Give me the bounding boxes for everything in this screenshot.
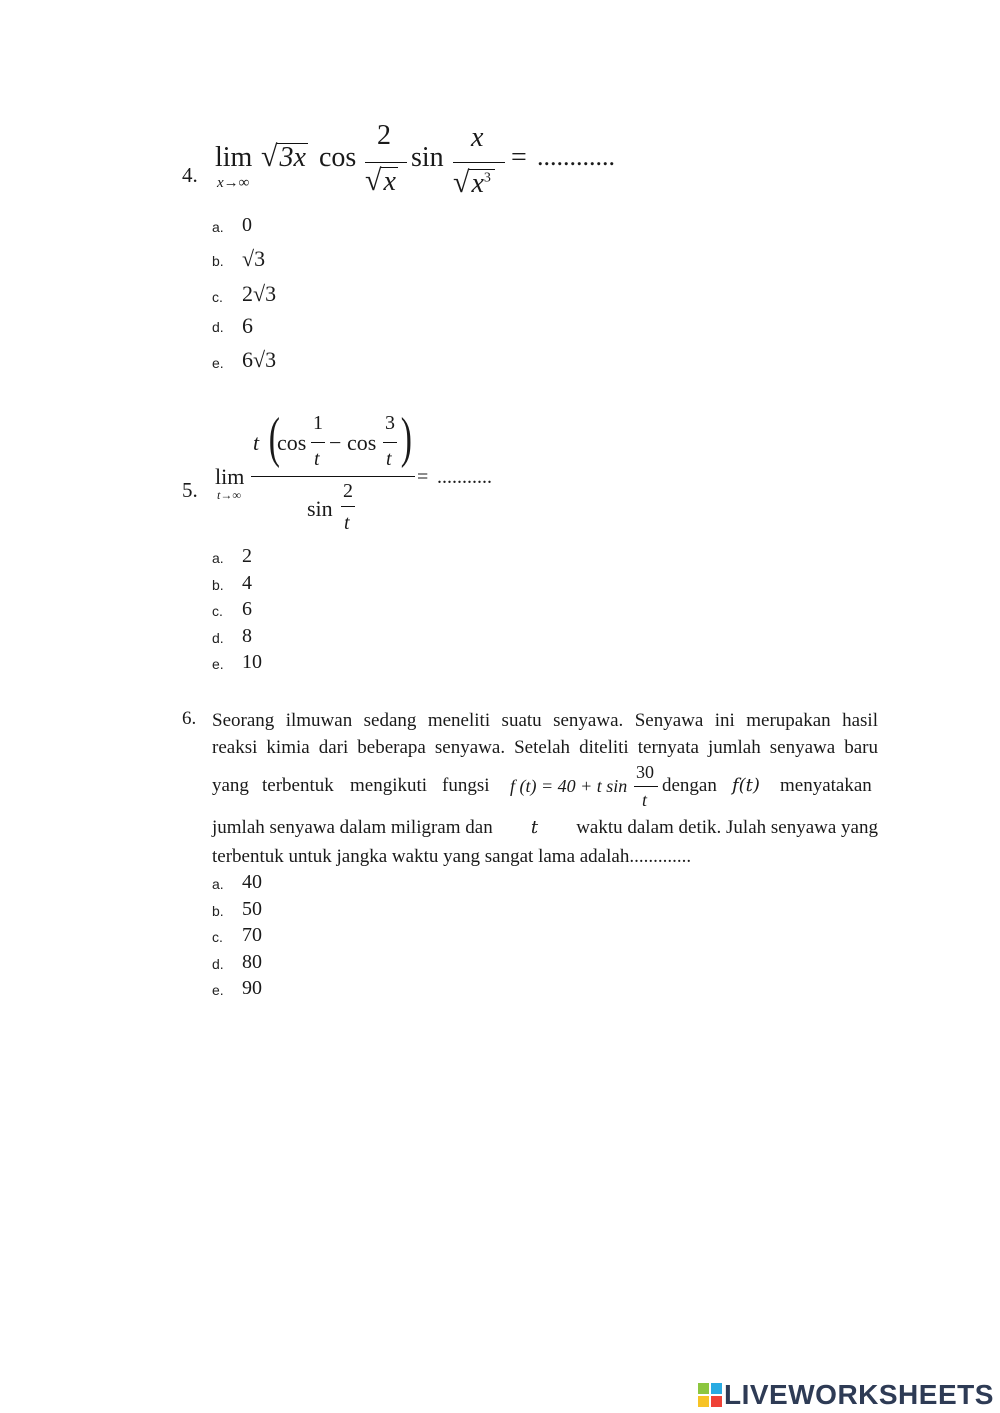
question-6-line-4 (212, 817, 878, 839)
question-4-expression (215, 120, 645, 210)
question-5-expression (215, 408, 535, 538)
question-6-line-1: Seorang ilmuwan sedang meneliti suatu senyawa. Senyawa ini merupakan hasil (212, 710, 878, 731)
option-label: b. (212, 253, 224, 269)
frac1-bar (311, 442, 325, 443)
option-value: 70 (242, 924, 262, 946)
sqrt-3x-arg: 3x (279, 142, 306, 173)
cos-text: cos (319, 142, 357, 173)
sin-frac-den: t (344, 512, 350, 534)
option-label: c. (212, 603, 223, 619)
cos-fraction-denominator: √x (365, 164, 396, 197)
option-value: 10 (242, 651, 262, 673)
line4-part-b: waktu dalam detik. Julah senyawa yang (576, 817, 878, 838)
t-variable: t (530, 817, 539, 838)
word: terbentuk (262, 775, 334, 796)
minus-sign: − (329, 430, 342, 455)
formula-den: t (642, 790, 648, 810)
option-label: d. (212, 630, 224, 646)
frac1-den: t (314, 448, 320, 470)
option-label: d. (212, 319, 224, 335)
question-4-number: 4. (182, 163, 198, 187)
option-value: 4 (242, 572, 252, 594)
left-paren: ( (268, 407, 280, 469)
question-6-line-5: terbentuk untuk jangka waktu yang sangat lama adalah............. (212, 846, 692, 867)
ft-symbol: f(t) (732, 775, 760, 796)
option-value: 6√3 (242, 347, 277, 372)
line4-part-a: jumlah senyawa dalam miligram dan (212, 817, 493, 838)
option-label: a. (212, 219, 224, 235)
question-6-line-2: reaksi kimia dari beberapa senyawa. Setelah diteliti ternyata jumlah senyawa baru (212, 737, 878, 758)
option-label: c. (212, 929, 223, 945)
option-label: b. (212, 577, 224, 593)
option-value: 8 (242, 625, 252, 647)
option-label: c. (212, 289, 223, 305)
word: menyatakan (780, 775, 872, 796)
sin-text: sin (411, 142, 444, 173)
option-label: e. (212, 656, 224, 672)
denominator-sin: sin (307, 496, 333, 521)
option-value: 0 (242, 214, 252, 236)
formula-num: 30 (636, 762, 654, 782)
formula-bar (634, 786, 658, 787)
frac1-num: 1 (313, 412, 323, 434)
answer-blank: ........... (437, 466, 492, 488)
sin-frac-num: 2 (343, 480, 353, 502)
brand-text: LIVEWORKSHEETS (724, 1379, 994, 1410)
option-label: e. (212, 355, 224, 371)
option-label: a. (212, 550, 224, 566)
lim-text: lim (215, 142, 253, 173)
option-value: 6 (242, 598, 252, 620)
cos-den-var: x (383, 166, 396, 197)
option-label: b. (212, 903, 224, 919)
word: yang (212, 775, 249, 796)
option-value: 40 (242, 871, 262, 893)
word: fungsi (442, 775, 490, 796)
formula-lhs: f (t) = 40 + t sin (510, 776, 628, 796)
option-label: d. (212, 956, 224, 972)
limit-subscript: x→∞ (217, 175, 250, 191)
sin-den-base: x (471, 168, 484, 199)
numerator-t: t (253, 430, 260, 455)
question-5-number: 5. (182, 478, 198, 502)
cos-fraction-numerator: 2 (377, 120, 391, 151)
right-paren: ) (400, 407, 412, 469)
sin-fraction-numerator: x (471, 122, 484, 153)
equals-sign: = (417, 466, 429, 488)
frac2-num: 3 (385, 412, 395, 434)
option-value: 2√3 (242, 281, 277, 306)
cos2-text: cos (347, 430, 377, 455)
question-6-line-3 (212, 762, 878, 814)
sqrt-3x: √3x (261, 140, 306, 173)
question-6-number: 6. (182, 708, 197, 729)
option-value: 90 (242, 977, 262, 999)
cos-fraction-bar (365, 162, 407, 163)
option-label: a. (212, 876, 224, 892)
limit-subscript: t→∞ (217, 488, 241, 502)
option-value: 6 (242, 313, 253, 338)
equals-sign: = (511, 142, 527, 173)
word: dengan (662, 775, 717, 796)
option-value: 80 (242, 951, 262, 973)
frac2-bar (383, 442, 397, 443)
sin-fraction-denominator: $√x^3$ (453, 166, 495, 200)
option-label: e. (212, 982, 224, 998)
option-value: 50 (242, 898, 262, 920)
cos1-text: cos (277, 430, 307, 455)
sin-frac-bar (341, 506, 355, 507)
frac2-den: t (386, 448, 392, 470)
lim-text: lim (215, 464, 245, 489)
sin-den-exp: 3 (483, 170, 491, 186)
answer-blank: ............ (537, 142, 615, 171)
word: mengikuti (350, 775, 428, 796)
option-value: 2 (242, 545, 252, 567)
option-value: √3 (242, 246, 266, 271)
liveworksheets-logo-icon (698, 1383, 722, 1407)
main-fraction-bar (251, 476, 415, 477)
liveworksheets-brand[interactable] (698, 1378, 994, 1412)
sin-fraction-bar (453, 162, 505, 163)
